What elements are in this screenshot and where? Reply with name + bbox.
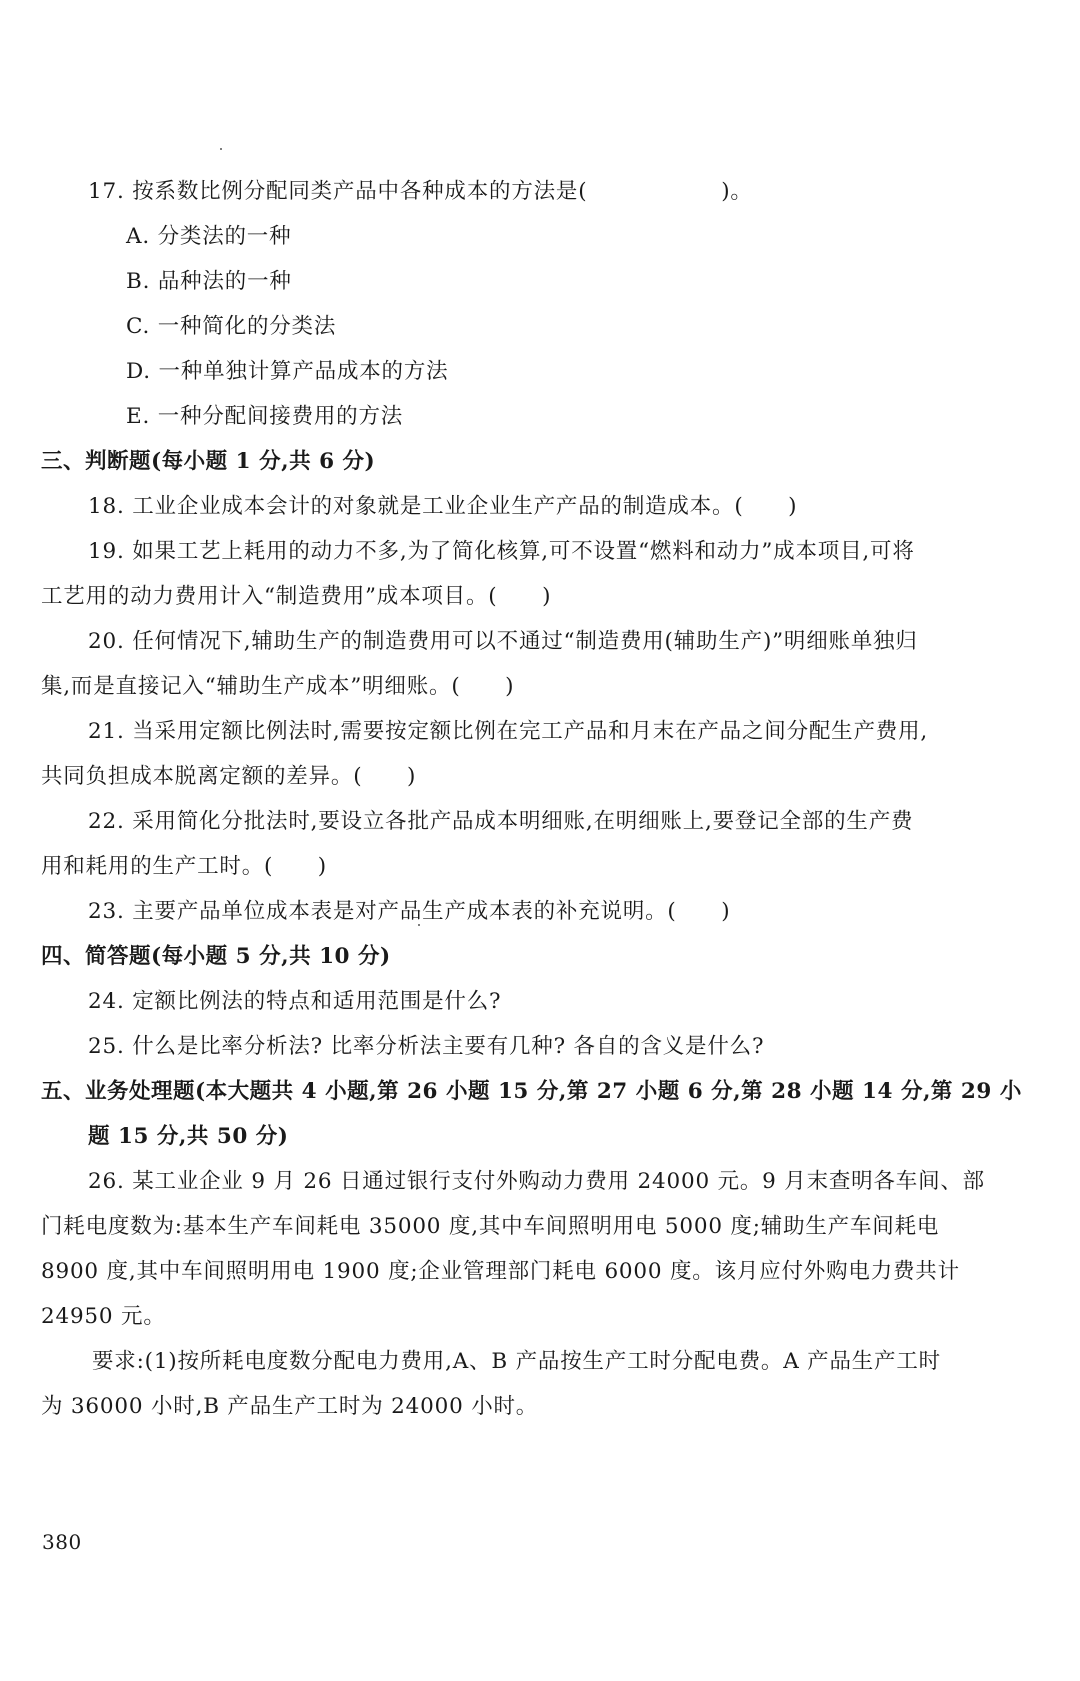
question-19-line-1: 19. 如果工艺上耗用的动力不多,为了简化核算,可不设置“燃料和动力”成本项目,可将 (88, 539, 915, 564)
question-17-option-a: A. 分类法的一种 (126, 224, 292, 249)
question-17-option-b: B. 品种法的一种 (126, 269, 292, 294)
question-26-line-3: 8900 度,其中车间照明用电 1900 度;企业管理部门耗电 6000 度。该月应付外购电力费共计 (41, 1259, 960, 1284)
scan-speck (220, 148, 222, 150)
question-17-option-d: D. 一种单独计算产品成本的方法 (126, 359, 449, 384)
section-3-heading: 三、判断题(每小题 1 分,共 6 分) (41, 449, 376, 474)
page-number: 380 (42, 1530, 82, 1554)
question-22-line-2: 用和耗用的生产工时。( ) (41, 854, 327, 879)
question-19-line-2: 工艺用的动力费用计入“制造费用”成本项目。( ) (41, 584, 552, 609)
question-26-requirement-line-2: 为 36000 小时,B 产品生产工时为 24000 小时。 (41, 1394, 539, 1419)
question-17-option-c: C. 一种简化的分类法 (126, 314, 337, 339)
question-20-line-2: 集,而是直接记入“辅助生产成本”明细账。( ) (41, 674, 515, 699)
question-24: 24. 定额比例法的特点和适用范围是什么? (88, 989, 502, 1014)
question-23: 23. 主要产品单位成本表是对产品生产成本表的补充说明。( ) (88, 899, 731, 924)
question-21-line-2: 共同负担成本脱离定额的差异。( ) (41, 764, 417, 789)
question-20-line-1: 20. 任何情况下,辅助生产的制造费用可以不通过“制造费用(辅助生产)”明细账单独归 (88, 629, 918, 654)
section-4-heading: 四、简答题(每小题 5 分,共 10 分) (41, 944, 391, 969)
section-5-heading-line-2: 题 15 分,共 50 分) (88, 1124, 289, 1149)
question-22-line-1: 22. 采用简化分批法时,要设立各批产品成本明细账,在明细账上,要登记全部的生产费 (88, 809, 914, 834)
question-21-line-1: 21. 当采用定额比例法时,需要按定额比例在完工产品和月末在产品之间分配生产费用, (88, 719, 928, 744)
section-5-heading-line-1: 五、业务处理题(本大题共 4 小题,第 26 小题 15 分,第 27 小题 6 分,第 28 小题 14 分,第 29 小 (41, 1079, 1022, 1104)
question-17-stem: 17. 按系数比例分配同类产品中各种成本的方法是( )。 (88, 179, 753, 204)
question-18: 18. 工业企业成本会计的对象就是工业企业生产产品的制造成本。( ) (88, 494, 798, 519)
question-26-line-1: 26. 某工业企业 9 月 26 日通过银行支付外购动力费用 24000 元。9 月末查明各车间、部 (88, 1169, 985, 1194)
question-26-line-2: 门耗电度数为:基本生产车间耗电 35000 度,其中车间照明用电 5000 度;辅助生产车间耗电 (41, 1214, 940, 1239)
question-26-requirement-line-1: 要求:(1)按所耗电度数分配电力费用,A、B 产品按生产工时分配电费。A 产品生产工时 (92, 1349, 941, 1374)
question-25: 25. 什么是比率分析法? 比率分析法主要有几种? 各自的含义是什么? (88, 1034, 765, 1059)
question-26-line-4: 24950 元。 (41, 1304, 166, 1329)
question-17-option-e: E. 一种分配间接费用的方法 (126, 404, 404, 429)
